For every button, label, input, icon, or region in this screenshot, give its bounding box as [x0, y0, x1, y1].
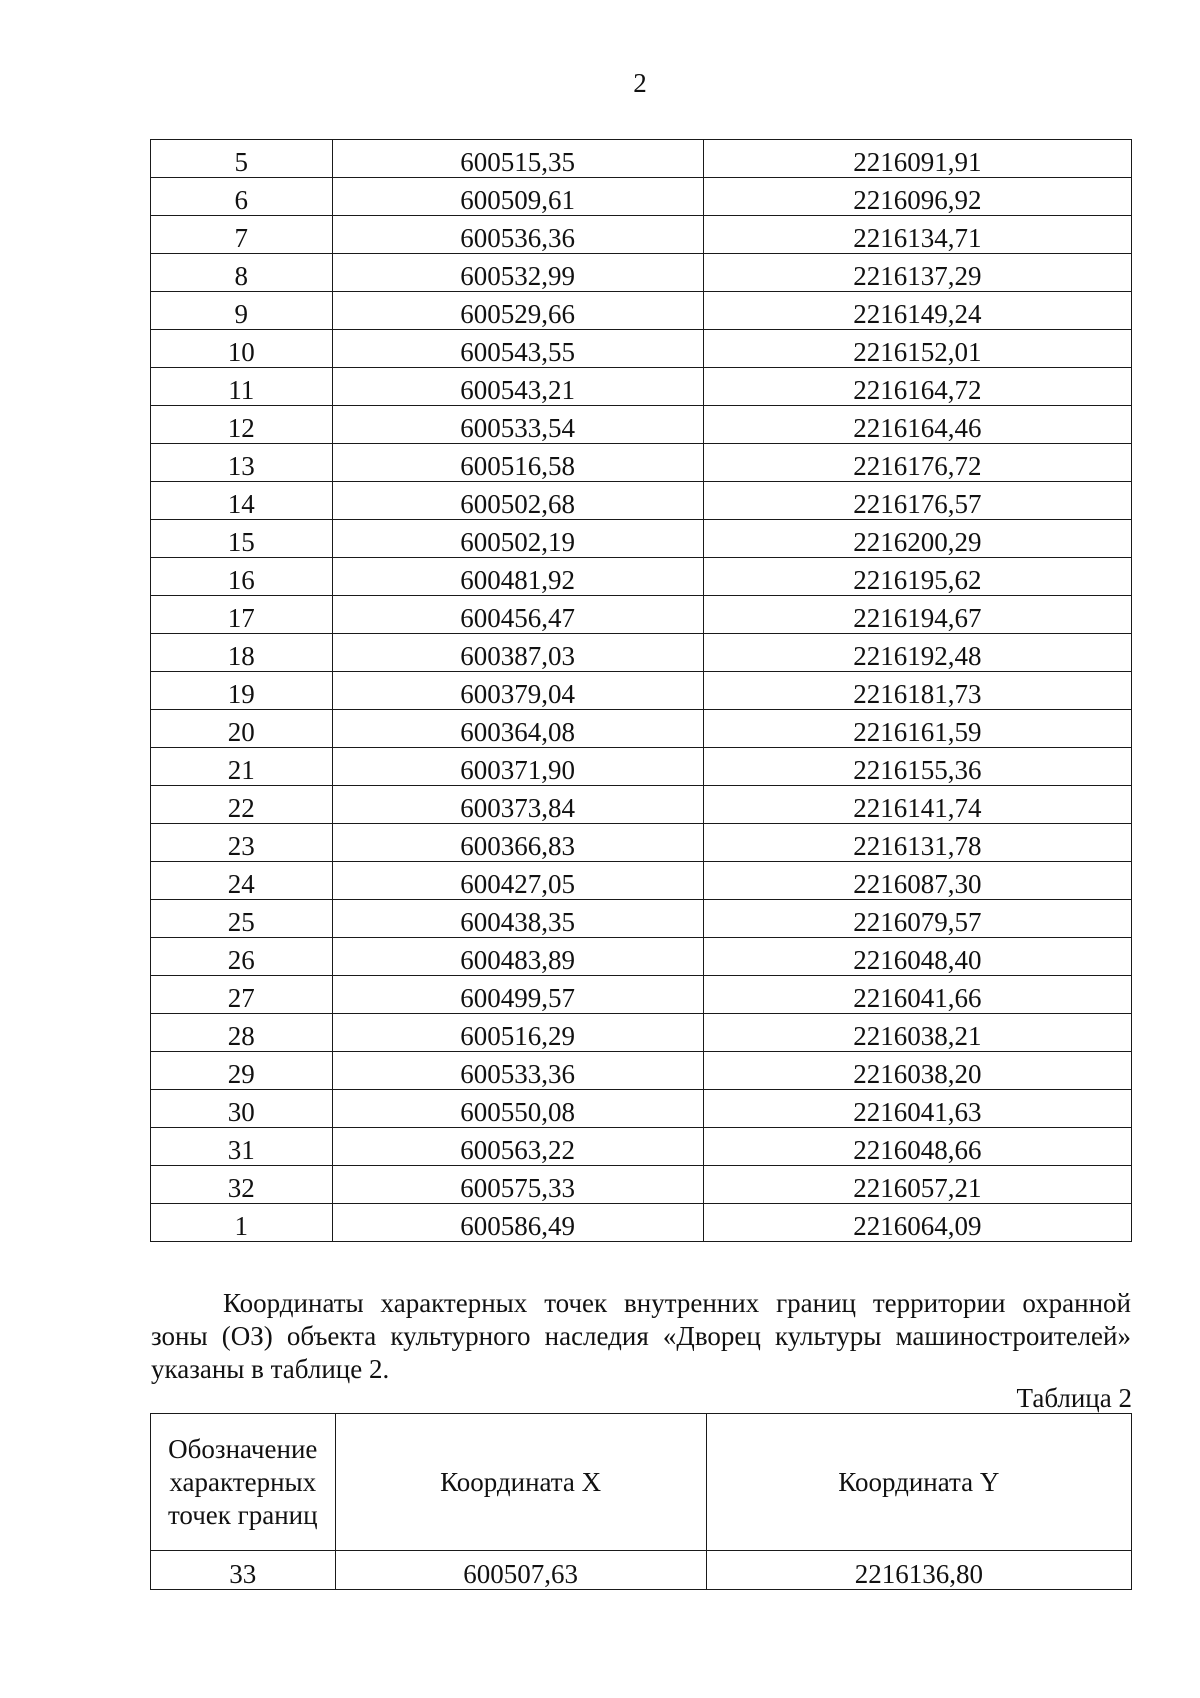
table-row [151, 1166, 1132, 1204]
table-row [151, 1551, 1132, 1590]
x-coordinate-cell: 600516,58 [332, 444, 703, 482]
y-coordinate-cell: 2216164,72 [703, 368, 1131, 406]
point-cell: 8 [151, 254, 333, 292]
y-coordinate-cell: 2216041,63 [703, 1090, 1131, 1128]
table-row [151, 1204, 1132, 1242]
table-row [151, 748, 1132, 786]
table-row [151, 216, 1132, 254]
y-coordinate-cell: 2216038,21 [703, 1014, 1131, 1052]
table-row [151, 406, 1132, 444]
point-cell: 28 [151, 1014, 333, 1052]
point-cell: 19 [151, 672, 333, 710]
y-coordinate-cell: 2216038,20 [703, 1052, 1131, 1090]
point-cell: 25 [151, 900, 333, 938]
point-cell: 26 [151, 938, 333, 976]
y-coordinate-cell: 2216057,21 [703, 1166, 1131, 1204]
point-cell: 21 [151, 748, 333, 786]
coordinates-table-2 [150, 1413, 1132, 1590]
table-row [151, 1128, 1132, 1166]
x-coordinate-cell: 600456,47 [332, 596, 703, 634]
x-coordinate-cell: 600373,84 [332, 786, 703, 824]
x-coordinate-cell: 600371,90 [332, 748, 703, 786]
table-row [151, 558, 1132, 596]
point-cell: 29 [151, 1052, 333, 1090]
point-cell: 12 [151, 406, 333, 444]
y-coordinate-cell: 2216195,62 [703, 558, 1131, 596]
x-coordinate-cell: 600481,92 [332, 558, 703, 596]
y-coordinate-cell: 2216087,30 [703, 862, 1131, 900]
point-cell: 27 [151, 976, 333, 1014]
point-cell: 33 [151, 1551, 336, 1590]
table-2-caption: Таблица 2 [1016, 1383, 1132, 1413]
y-coordinate-cell: 2216048,40 [703, 938, 1131, 976]
point-cell: 5 [151, 140, 333, 178]
table-row [151, 520, 1132, 558]
point-cell: 7 [151, 216, 333, 254]
y-coordinate-cell: 2216048,66 [703, 1128, 1131, 1166]
x-coordinate-cell: 600502,68 [332, 482, 703, 520]
coordinates-table-1 [150, 139, 1132, 1242]
point-cell: 32 [151, 1166, 333, 1204]
point-cell: 22 [151, 786, 333, 824]
point-cell: 10 [151, 330, 333, 368]
y-coordinate-cell: 2216176,57 [703, 482, 1131, 520]
table-row [151, 292, 1132, 330]
point-cell: 31 [151, 1128, 333, 1166]
table-row [151, 178, 1132, 216]
x-column-header: Координата X [335, 1414, 706, 1551]
y-coordinate-cell: 2216192,48 [703, 634, 1131, 672]
point-cell: 1 [151, 1204, 333, 1242]
table-row [151, 938, 1132, 976]
x-coordinate-cell: 600532,99 [332, 254, 703, 292]
x-coordinate-cell: 600366,83 [332, 824, 703, 862]
table-row [151, 976, 1132, 1014]
table-row [151, 710, 1132, 748]
table-row [151, 368, 1132, 406]
y-coordinate-cell: 2216176,72 [703, 444, 1131, 482]
x-coordinate-cell: 600550,08 [332, 1090, 703, 1128]
point-cell: 24 [151, 862, 333, 900]
point-cell: 30 [151, 1090, 333, 1128]
table-row [151, 1014, 1132, 1052]
x-coordinate-cell: 600533,54 [332, 406, 703, 444]
y-coordinate-cell: 2216079,57 [703, 900, 1131, 938]
page-number: 2 [633, 68, 647, 98]
x-coordinate-cell: 600499,57 [332, 976, 703, 1014]
y-coordinate-cell: 2216164,46 [703, 406, 1131, 444]
table-row [151, 862, 1132, 900]
x-coordinate-cell: 600483,89 [332, 938, 703, 976]
point-column-header: Обозначение характерных точек границ [151, 1414, 336, 1551]
point-cell: 16 [151, 558, 333, 596]
x-coordinate-cell: 600543,55 [332, 330, 703, 368]
y-coordinate-cell: 2216200,29 [703, 520, 1131, 558]
y-coordinate-cell: 2216136,80 [706, 1551, 1131, 1590]
y-coordinate-cell: 2216152,01 [703, 330, 1131, 368]
y-coordinate-cell: 2216155,36 [703, 748, 1131, 786]
coordinates-table-1-body [151, 140, 1132, 1242]
x-coordinate-cell: 600438,35 [332, 900, 703, 938]
table-row [151, 330, 1132, 368]
x-coordinate-cell: 600533,36 [332, 1052, 703, 1090]
table-row [151, 482, 1132, 520]
table-row [151, 596, 1132, 634]
y-coordinate-cell: 2216161,59 [703, 710, 1131, 748]
point-cell: 17 [151, 596, 333, 634]
table-row [151, 900, 1132, 938]
x-coordinate-cell: 600516,29 [332, 1014, 703, 1052]
table-row [151, 254, 1132, 292]
point-cell: 20 [151, 710, 333, 748]
x-coordinate-cell: 600563,22 [332, 1128, 703, 1166]
y-coordinate-cell: 2216134,71 [703, 216, 1131, 254]
x-coordinate-cell: 600379,04 [332, 672, 703, 710]
x-coordinate-cell: 600515,35 [332, 140, 703, 178]
x-coordinate-cell: 600586,49 [332, 1204, 703, 1242]
table-row [151, 634, 1132, 672]
y-coordinate-cell: 2216041,66 [703, 976, 1131, 1014]
y-coordinate-cell: 2216181,73 [703, 672, 1131, 710]
x-coordinate-cell: 600427,05 [332, 862, 703, 900]
table-row [151, 824, 1132, 862]
y-coordinate-cell: 2216141,74 [703, 786, 1131, 824]
body-paragraph: Координаты характерных точек внутренних границ территории охранной зоны (ОЗ) объекта культурного наследия «Дворец культуры машиностроителей» указаны в таблице 2. [151, 1288, 1131, 1384]
y-coordinate-cell: 2216149,24 [703, 292, 1131, 330]
table-row [151, 444, 1132, 482]
point-cell: 13 [151, 444, 333, 482]
point-cell: 15 [151, 520, 333, 558]
x-coordinate-cell: 600543,21 [332, 368, 703, 406]
table-row [151, 672, 1132, 710]
y-column-header: Координата Y [706, 1414, 1131, 1551]
point-cell: 6 [151, 178, 333, 216]
x-coordinate-cell: 600536,36 [332, 216, 703, 254]
y-coordinate-cell: 2216137,29 [703, 254, 1131, 292]
point-cell: 23 [151, 824, 333, 862]
x-coordinate-cell: 600387,03 [332, 634, 703, 672]
point-cell: 18 [151, 634, 333, 672]
y-coordinate-cell: 2216131,78 [703, 824, 1131, 862]
point-cell: 11 [151, 368, 333, 406]
table-row [151, 140, 1132, 178]
y-coordinate-cell: 2216064,09 [703, 1204, 1131, 1242]
table-header-row [151, 1414, 1132, 1551]
x-coordinate-cell: 600575,33 [332, 1166, 703, 1204]
table-row [151, 1052, 1132, 1090]
table-row [151, 786, 1132, 824]
point-cell: 9 [151, 292, 333, 330]
table-row [151, 1090, 1132, 1128]
y-coordinate-cell: 2216096,92 [703, 178, 1131, 216]
x-coordinate-cell: 600509,61 [332, 178, 703, 216]
y-coordinate-cell: 2216194,67 [703, 596, 1131, 634]
x-coordinate-cell: 600507,63 [335, 1551, 706, 1590]
x-coordinate-cell: 600364,08 [332, 710, 703, 748]
x-coordinate-cell: 600529,66 [332, 292, 703, 330]
x-coordinate-cell: 600502,19 [332, 520, 703, 558]
y-coordinate-cell: 2216091,91 [703, 140, 1131, 178]
point-cell: 14 [151, 482, 333, 520]
